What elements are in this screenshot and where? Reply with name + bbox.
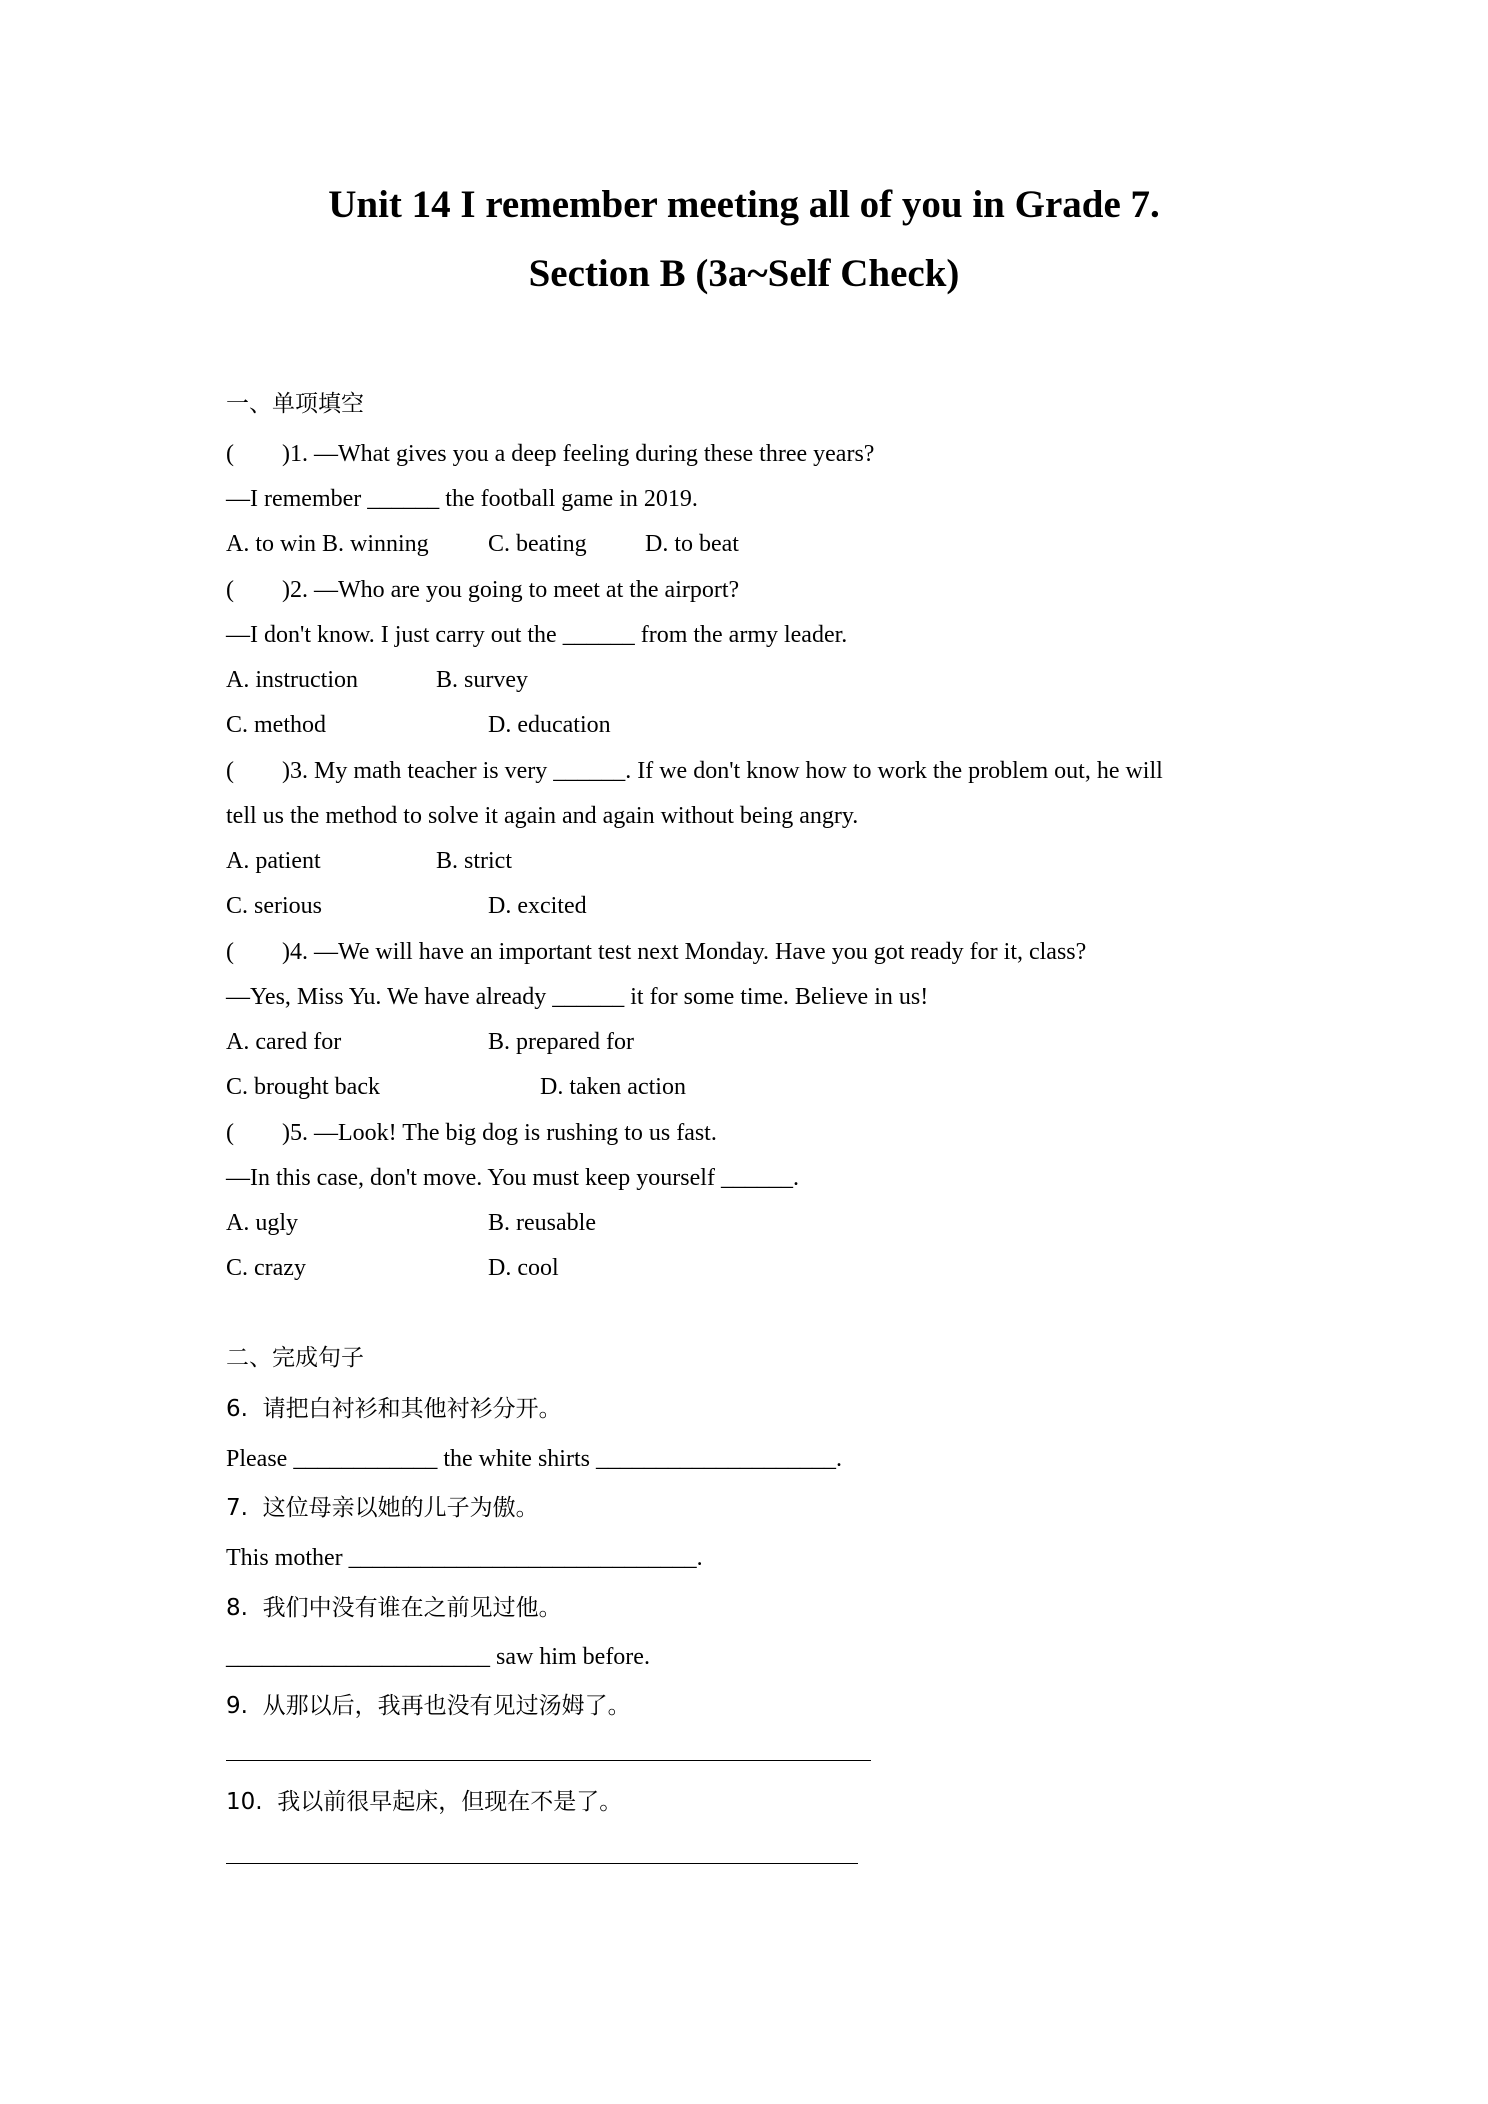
q3-option-a: A. patient	[226, 848, 321, 874]
q10-answer-rule	[226, 1863, 858, 1864]
q8-prompt: 8. 我们中没有谁在之前见过他。	[226, 1595, 562, 1621]
worksheet-subtitle: Section B (3a~Self Check)	[528, 252, 960, 295]
q4-option-a: A. cared for	[226, 1029, 342, 1055]
q4-stem: ( )4. —We will have an important test next Monday. Have you got ready for it, class?	[226, 939, 1087, 965]
q4-option-d: D. taken action	[540, 1074, 686, 1100]
q4-option-b: B. prepared for	[488, 1029, 634, 1055]
q2-stem: ( )2. —Who are you going to meet at the airport?	[226, 577, 740, 603]
section1-heading: 一、单项填空	[226, 391, 364, 417]
q5-option-d: D. cool	[488, 1255, 559, 1281]
q4-line2: —Yes, Miss Yu. We have already ______ it for some time. Believe in us!	[226, 984, 929, 1010]
q5-option-a: A. ugly	[226, 1210, 298, 1236]
q1-line2: —I remember ______ the football game in 2019.	[226, 486, 698, 512]
q2-option-c: C. method	[226, 712, 326, 738]
q3-option-c: C. serious	[226, 893, 322, 919]
q2-line2: —I don't know. I just carry out the ______ from the army leader.	[226, 622, 848, 648]
q2-option-a: A. instruction	[226, 667, 358, 693]
q8-answer-line: ______________________ saw him before.	[226, 1644, 650, 1670]
q1-option-ab: A. to win B. winning	[226, 531, 429, 557]
q1-option-c: C. beating	[488, 531, 587, 557]
q7-prompt: 7. 这位母亲以她的儿子为傲。	[226, 1495, 539, 1521]
worksheet-title: Unit 14 I remember meeting all of you in Grade 7.	[328, 183, 1160, 226]
section2-heading: 二、完成句子	[226, 1345, 364, 1371]
q2-option-b: B. survey	[436, 667, 528, 693]
q5-option-c: C. crazy	[226, 1255, 306, 1281]
q5-stem: ( )5. —Look! The big dog is rushing to us fast.	[226, 1120, 717, 1146]
q6-prompt: 6. 请把白衬衫和其他衬衫分开。	[226, 1396, 562, 1422]
q4-option-c: C. brought back	[226, 1074, 380, 1100]
q3-option-b: B. strict	[436, 848, 512, 874]
q1-stem: ( )1. —What gives you a deep feeling during these three years?	[226, 441, 875, 467]
q5-line2: —In this case, don't move. You must keep yourself ______.	[226, 1165, 799, 1191]
q3-option-d: D. excited	[488, 893, 587, 919]
q5-option-b: B. reusable	[488, 1210, 596, 1236]
q3-stem: ( )3. My math teacher is very ______. If we don't know how to work the problem out, he will	[226, 758, 1163, 784]
q9-prompt: 9. 从那以后，我再也没有见过汤姆了。	[226, 1693, 631, 1719]
q7-answer-line: This mother _____________________________.	[226, 1545, 703, 1571]
q1-option-d: D. to beat	[645, 531, 739, 557]
q6-answer-line: Please ____________ the white shirts ____________________.	[226, 1446, 842, 1472]
q3-line2: tell us the method to solve it again and again without being angry.	[226, 803, 859, 829]
q2-option-d: D. education	[488, 712, 611, 738]
q9-answer-rule	[226, 1760, 871, 1761]
q10-prompt: 10. 我以前很早起床，但现在不是了。	[226, 1789, 623, 1815]
